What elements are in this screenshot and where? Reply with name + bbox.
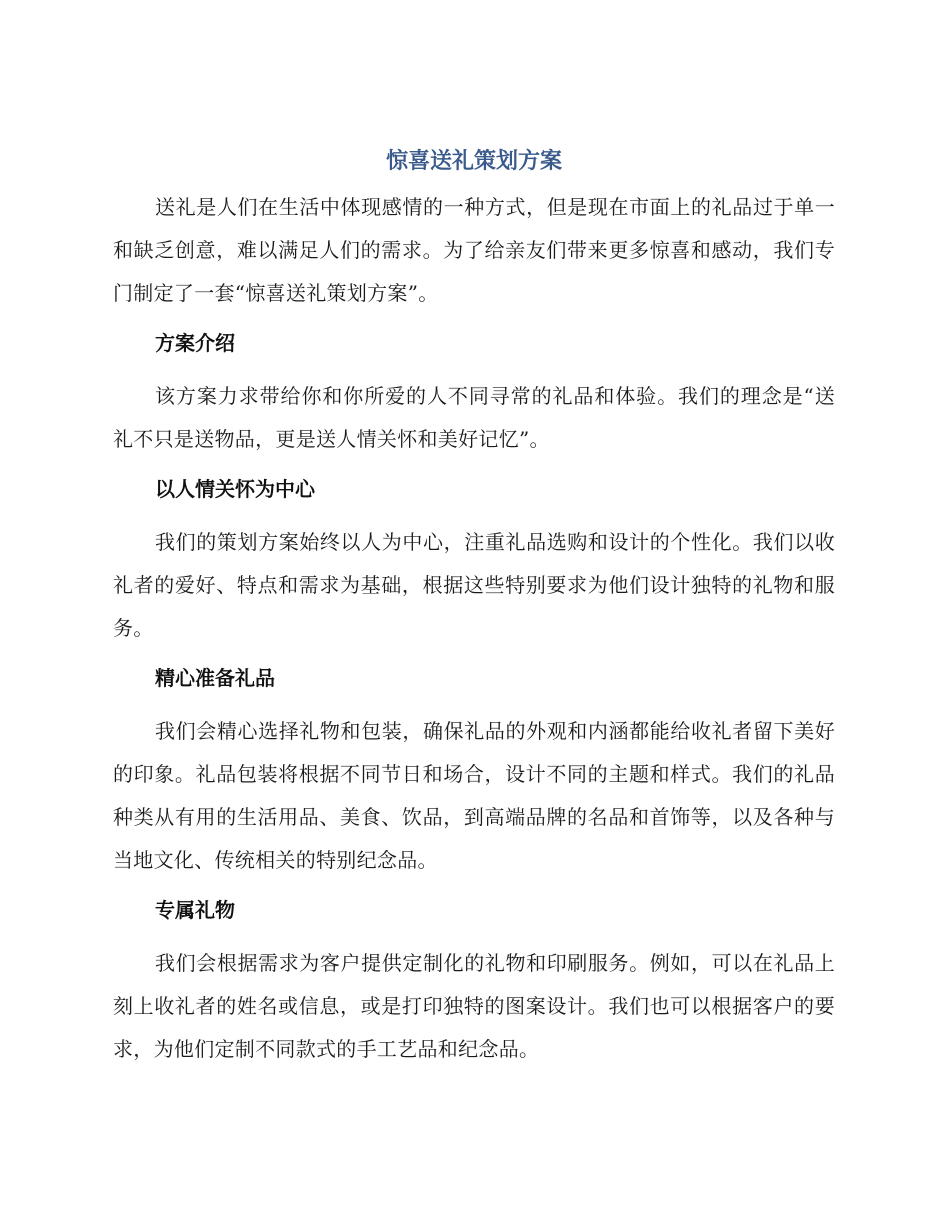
section-paragraph-intro: 该方案力求带给你和你所爱的人不同寻常的礼品和体验。我们的理念是“送礼不只是送物品，更是送人情关怀和美好记忆”。 bbox=[113, 384, 835, 451]
section-paragraph-custom: 我们会根据需求为客户提供定制化的礼物和印刷服务。例如，可以在礼品上刻上收礼者的姓名或信息，或是打印独特的图案设计。我们也可以根据客户的要求，为他们定制不同款式的手工艺品和纪念品。 bbox=[113, 951, 835, 1061]
section-heading-intro: 方案介绍 bbox=[155, 331, 235, 355]
section-heading-care: 以人情关怀为中心 bbox=[155, 477, 315, 501]
section-paragraph-prepare: 我们会精心选择礼物和包装，确保礼品的外观和内涵都能给收礼者留下美好的印象。礼品包装将根据不同节日和场合，设计不同的主题和样式。我们的礼品种类从有用的生活用品、美食、饮品，到高端品牌的名品和首饰等，以及各种与当地文化、传统相关的特别纪念品。 bbox=[113, 719, 835, 872]
document-title: 惊喜送礼策划方案 bbox=[385, 149, 562, 174]
section-heading-prepare: 精心准备礼品 bbox=[155, 666, 275, 690]
section-paragraph-care: 我们的策划方案始终以人为中心，注重礼品选购和设计的个性化。我们以收礼者的爱好、特点和需求为基础，根据这些特别要求为他们设计独特的礼物和服务。 bbox=[113, 530, 835, 640]
section-heading-custom: 专属礼物 bbox=[155, 898, 235, 922]
document-body bbox=[113, 142, 835, 1071]
intro-paragraph: 送礼是人们在生活中体现感情的一种方式，但是现在市面上的礼品过于单一和缺乏创意，难以满足人们的需求。为了给亲友们带来更多惊喜和感动，我们专门制定了一套“惊喜送礼策划方案”。 bbox=[113, 195, 835, 305]
